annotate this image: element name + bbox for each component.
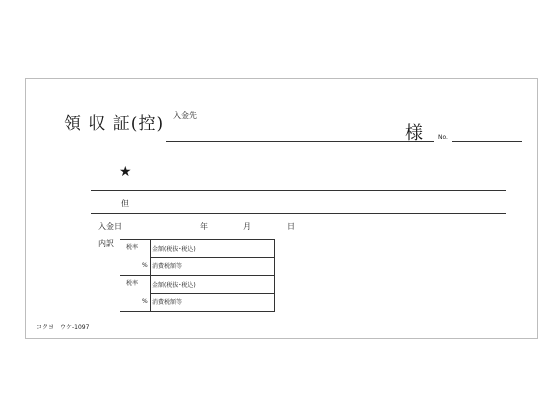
consumption-tax-label: 消費税額等 [152,263,183,270]
percent-sign: % [142,262,148,269]
amount-label: 金額(税抜･税込) [152,282,196,289]
tax-row [120,239,274,275]
payee-label: 入金先 [173,111,197,120]
payee-underline [166,141,434,142]
receipt-slip [25,78,538,339]
proviso-underline [91,213,506,214]
percent-sign: % [142,298,148,305]
tax-rate-label: 税率 [126,280,139,287]
tax-row [120,275,274,311]
star-icon: ★ [119,164,132,180]
amount-underline [91,190,506,191]
date-month-label: 月 [243,222,251,231]
receipt-title: 領 収 証(控) [64,114,165,134]
proviso-label: 但 [121,199,129,208]
payment-date-label: 入金日 [98,222,122,231]
date-day-label: 日 [287,222,295,231]
tax-rate-label: 税率 [126,244,139,251]
amount-label: 金額(税抜･税込) [152,246,196,253]
number-label: No. [438,134,448,141]
tax-breakdown-table [120,239,275,312]
honorific-sama: 様 [405,123,423,144]
number-underline [452,141,522,142]
product-code: コクヨ ウケ-1097 [36,324,90,331]
consumption-tax-label: 消費税額等 [152,299,183,306]
breakdown-label: 内訳 [98,239,114,248]
date-year-label: 年 [200,222,208,231]
